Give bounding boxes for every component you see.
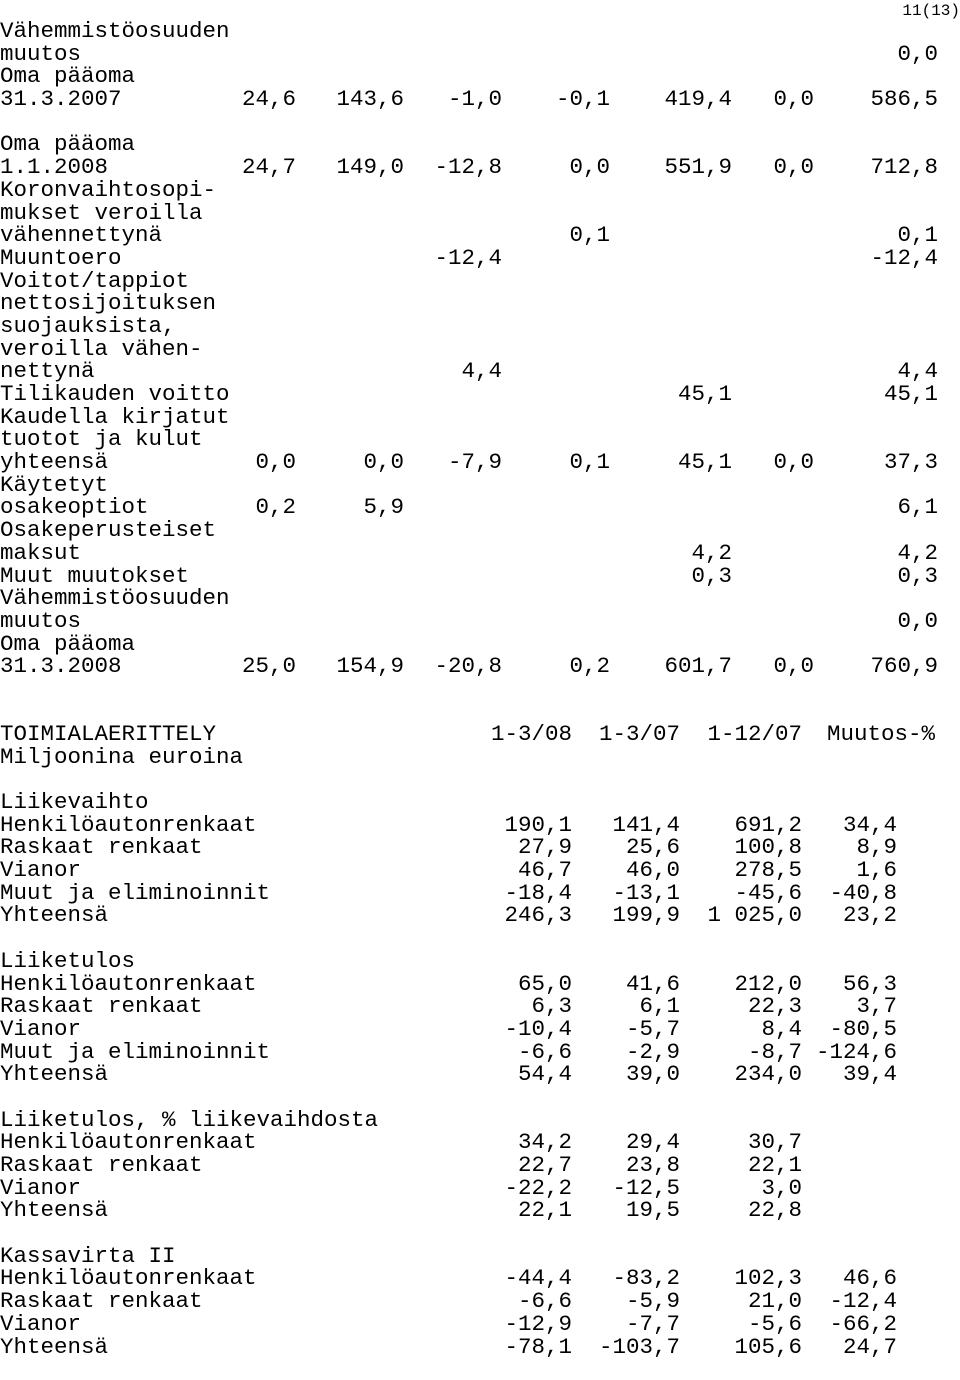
value-cell: 419,4 (664, 86, 732, 113)
value-cell: 0,2 (255, 494, 296, 521)
value-cell: -83,2 (612, 1265, 680, 1292)
value-cell: 24,7 (842, 1333, 897, 1360)
value-cell: 45,1 (883, 381, 938, 407)
row-label: nettynä (0, 358, 95, 385)
value-cell: 1,6 (856, 857, 897, 884)
equity-row-label-line (0, 133, 960, 156)
value-cell: 0,0 (773, 653, 814, 680)
row-label: Raskaat renkaat (0, 1152, 203, 1178)
equity-row-label-line (0, 428, 960, 451)
row-label: Vianor (0, 1015, 82, 1042)
equity-row-label-line (0, 65, 960, 88)
table-row (0, 1290, 960, 1313)
row-label: Oma pääoma (0, 630, 136, 657)
row-label: Voitot/tappiot (0, 267, 190, 294)
equity-row-label-line (0, 176, 960, 203)
blank-line (0, 111, 960, 134)
value-cell: 46,6 (842, 1265, 897, 1292)
table-row (0, 995, 960, 1018)
row-label: Henkilöautonrenkaat (0, 970, 257, 997)
value-cell: 6,1 (639, 993, 680, 1020)
row-label: yhteensä (0, 449, 109, 476)
value-cell: -6,6 (517, 1038, 572, 1065)
value-cell: 41,6 (625, 970, 680, 997)
value-cell: 100,8 (734, 834, 802, 861)
value-cell: 25,6 (625, 834, 680, 861)
blank-line (0, 927, 960, 950)
segment-table (0, 720, 960, 1360)
row-label: Tilikauden voitto (0, 381, 230, 407)
row-label: Muuntoero (0, 244, 122, 271)
value-cell: -20,8 (434, 653, 502, 680)
equity-row (0, 562, 960, 589)
document-body (0, 20, 960, 1358)
value-cell: 34,2 (517, 1129, 572, 1156)
row-label: muutos (0, 40, 82, 67)
equity-row-label-line (0, 587, 960, 610)
row-label: mukset veroilla (0, 199, 203, 226)
value-cell: 23,2 (842, 902, 897, 929)
section-title (0, 1106, 960, 1133)
value-cell: 0,0 (363, 449, 404, 476)
row-label: 31.3.2008 (0, 653, 122, 680)
table-row (0, 1310, 960, 1337)
equity-row-label-line (0, 403, 960, 430)
value-cell: 0,3 (691, 562, 732, 589)
value-cell: 6,1 (897, 494, 938, 521)
value-cell: 37,3 (883, 449, 938, 476)
value-cell: -5,7 (625, 1015, 680, 1042)
row-label: suojauksista, (0, 312, 176, 339)
page-number: 11(13) (902, 2, 960, 20)
value-cell: 34,4 (842, 811, 897, 838)
equity-row-label-line (0, 199, 960, 226)
blank-line (0, 768, 960, 791)
value-cell: 278,5 (734, 857, 802, 884)
value-cell: 56,3 (842, 970, 897, 997)
value-cell: 149,0 (336, 154, 404, 181)
row-label: veroilla vähen- (0, 335, 203, 362)
table-row (0, 1131, 960, 1154)
equity-row (0, 360, 960, 383)
value-cell: 0,0 (773, 449, 814, 476)
section-title (0, 1242, 960, 1269)
value-cell: 8,9 (856, 834, 897, 861)
value-cell: -103,7 (598, 1333, 680, 1360)
value-cell: 551,9 (664, 154, 732, 181)
row-label: Osakeperusteiset (0, 517, 217, 544)
column-header: 1-3/07 (598, 720, 680, 747)
value-cell: 0,0 (569, 154, 610, 181)
row-label: Kaudella kirjatut (0, 403, 230, 430)
value-cell: 24,7 (241, 154, 296, 181)
value-cell: 0,0 (897, 40, 938, 67)
value-cell: -78,1 (504, 1333, 572, 1360)
value-cell: 24,6 (241, 86, 296, 113)
row-label: 1.1.2008 (0, 154, 109, 181)
value-cell: -8,7 (747, 1038, 802, 1065)
value-cell: 4,2 (897, 539, 938, 566)
equity-row (0, 40, 960, 67)
value-cell: 21,0 (747, 1288, 802, 1315)
value-cell: -12,4 (829, 1288, 897, 1315)
table-row (0, 1199, 960, 1222)
section-title-text: Kassavirta II (0, 1242, 176, 1269)
unit-label: Miljoonina euroina (0, 743, 244, 770)
value-cell: 0,3 (897, 562, 938, 589)
row-label: Yhteensä (0, 1197, 109, 1224)
section-title-text: Liiketulos (0, 947, 136, 974)
equity-row-label-line (0, 20, 960, 43)
equity-row (0, 539, 960, 566)
value-cell: 0,1 (569, 222, 610, 249)
row-label: muutos (0, 607, 82, 634)
row-label: Henkilöautonrenkaat (0, 811, 257, 838)
value-cell: 22,1 (747, 1152, 802, 1178)
value-cell: -7,9 (447, 449, 502, 476)
value-cell: 4,4 (897, 358, 938, 385)
value-cell: -6,6 (517, 1288, 572, 1315)
segment-header-row (0, 720, 960, 747)
value-cell: 212,0 (734, 970, 802, 997)
equity-row (0, 496, 960, 519)
table-row (0, 970, 960, 997)
row-label: Yhteensä (0, 1061, 109, 1088)
equity-row (0, 451, 960, 474)
table-row (0, 836, 960, 859)
value-cell: 46,7 (517, 857, 572, 884)
equity-row-label-line (0, 335, 960, 362)
row-label: Henkilöautonrenkaat (0, 1129, 257, 1156)
row-label: Raskaat renkaat (0, 1288, 203, 1315)
value-cell: 6,3 (531, 993, 572, 1020)
value-cell: 154,9 (336, 653, 404, 680)
equity-row (0, 156, 960, 179)
equity-row-label-line (0, 471, 960, 498)
equity-row (0, 88, 960, 111)
value-cell: 0,1 (897, 222, 938, 249)
value-cell: 141,4 (612, 811, 680, 838)
value-cell: -12,4 (434, 244, 502, 271)
value-cell: -2,9 (625, 1038, 680, 1065)
equity-row-label-line (0, 292, 960, 315)
row-label: Yhteensä (0, 902, 109, 929)
equity-row (0, 224, 960, 247)
value-cell: 0,2 (569, 653, 610, 680)
row-label: Yhteensä (0, 1333, 109, 1360)
value-cell: -12,9 (504, 1310, 572, 1337)
row-label: Muut ja eliminoinnit (0, 1038, 271, 1065)
value-cell: 27,9 (517, 834, 572, 861)
equity-row-label-line (0, 267, 960, 294)
value-cell: -22,2 (504, 1174, 572, 1201)
value-cell: -18,4 (504, 879, 572, 906)
equity-row (0, 244, 960, 271)
value-cell: 22,8 (747, 1197, 802, 1224)
table-row (0, 1063, 960, 1086)
value-cell: 45,1 (677, 449, 732, 476)
section-title-text: Liiketulos, % liikevaihdosta (0, 1106, 379, 1133)
table-row (0, 859, 960, 882)
row-label: Vianor (0, 857, 82, 884)
value-cell: 19,5 (625, 1197, 680, 1224)
row-label: Oma pääoma (0, 63, 136, 90)
value-cell: 0,0 (255, 449, 296, 476)
value-cell: -1,0 (447, 86, 502, 113)
value-cell: 246,3 (504, 902, 572, 929)
value-cell: 0,1 (569, 449, 610, 476)
value-cell: -80,5 (829, 1015, 897, 1042)
value-cell: -5,6 (747, 1310, 802, 1337)
value-cell: -13,1 (612, 879, 680, 906)
value-cell: 8,4 (761, 1015, 802, 1042)
value-cell: 46,0 (625, 857, 680, 884)
value-cell: 23,8 (625, 1152, 680, 1178)
row-label: osakeoptiot (0, 494, 149, 521)
row-label: Muut muutokset (0, 562, 190, 589)
value-cell: 143,6 (336, 86, 404, 113)
value-cell: 234,0 (734, 1061, 802, 1088)
table-row (0, 811, 960, 838)
value-cell: 4,4 (461, 358, 502, 385)
row-label: Vianor (0, 1310, 82, 1337)
value-cell: -40,8 (829, 879, 897, 906)
value-cell: 65,0 (517, 970, 572, 997)
value-cell: 105,6 (734, 1333, 802, 1360)
row-label: maksut (0, 539, 82, 566)
row-label: Raskaat renkaat (0, 834, 203, 861)
value-cell: 586,5 (870, 86, 938, 113)
value-cell: -7,7 (625, 1310, 680, 1337)
value-cell: 3,0 (761, 1174, 802, 1201)
segment-title: TOIMIALAERITTELY (0, 720, 217, 747)
column-header: 1-12/07 (707, 720, 802, 747)
value-cell: 199,9 (612, 902, 680, 929)
value-cell: 691,2 (734, 811, 802, 838)
row-label: vähennettynä (0, 222, 163, 249)
row-label: 31.3.2007 (0, 86, 122, 113)
value-cell: 54,4 (517, 1061, 572, 1088)
equity-row (0, 607, 960, 634)
row-label: Koronvaihtosopi- (0, 176, 217, 203)
value-cell: -12,4 (870, 244, 938, 271)
value-cell: -5,9 (625, 1288, 680, 1315)
row-label: tuotot ja kulut (0, 426, 203, 453)
equity-row (0, 655, 960, 678)
value-cell: 0,0 (773, 154, 814, 181)
row-label: Henkilöautonrenkaat (0, 1265, 257, 1292)
value-cell: 22,7 (517, 1152, 572, 1178)
row-label: Raskaat renkaat (0, 993, 203, 1020)
value-cell: -45,6 (734, 879, 802, 906)
equity-row-label-line (0, 519, 960, 542)
value-cell: 39,0 (625, 1061, 680, 1088)
value-cell: 102,3 (734, 1265, 802, 1292)
equity-row-label-line (0, 630, 960, 657)
section-title (0, 947, 960, 974)
table-row (0, 1174, 960, 1201)
blank-line (0, 1222, 960, 1245)
value-cell: 25,0 (241, 653, 296, 680)
value-cell: 712,8 (870, 154, 938, 181)
table-row (0, 879, 960, 906)
value-cell: 0,0 (773, 86, 814, 113)
section-title (0, 791, 960, 814)
value-cell: 5,9 (363, 494, 404, 521)
value-cell: 0,0 (897, 607, 938, 634)
value-cell: 30,7 (747, 1129, 802, 1156)
value-cell: 3,7 (856, 993, 897, 1020)
value-cell: -12,5 (612, 1174, 680, 1201)
equity-row-label-line (0, 312, 960, 339)
row-label: Vianor (0, 1174, 82, 1201)
table-row (0, 904, 960, 927)
value-cell: -10,4 (504, 1015, 572, 1042)
section-title-text: Liikevaihto (0, 789, 149, 815)
table-row (0, 1038, 960, 1065)
row-label: Vähemmistöosuuden (0, 585, 230, 612)
value-cell: 29,4 (625, 1129, 680, 1156)
value-cell: 760,9 (870, 653, 938, 680)
equity-table-2008 (0, 133, 960, 678)
value-cell: 601,7 (664, 653, 732, 680)
value-cell: -12,8 (434, 154, 502, 181)
value-cell: -0,1 (555, 86, 610, 113)
value-cell: 1 025,0 (707, 902, 802, 929)
segment-subtitle (0, 743, 960, 770)
table-row (0, 1015, 960, 1042)
value-cell: 190,1 (504, 811, 572, 838)
value-cell: 4,2 (691, 539, 732, 566)
equity-row (0, 383, 960, 406)
value-cell: -44,4 (504, 1265, 572, 1292)
row-label: Muut ja eliminoinnit (0, 879, 271, 906)
value-cell: -66,2 (829, 1310, 897, 1337)
column-header: 1-3/08 (490, 720, 572, 747)
value-cell: 45,1 (677, 381, 732, 407)
equity-table-2007 (0, 20, 960, 133)
table-row (0, 1154, 960, 1177)
row-label: Käytetyt (0, 471, 109, 498)
row-label: Vähemmistöosuuden (0, 18, 230, 44)
value-cell: 22,1 (517, 1197, 572, 1224)
table-row (0, 1333, 960, 1360)
value-cell: 39,4 (842, 1061, 897, 1088)
value-cell: -124,6 (815, 1038, 897, 1065)
row-label: nettosijoituksen (0, 290, 217, 317)
row-label: Oma pääoma (0, 131, 136, 158)
blank-line (0, 1086, 960, 1109)
column-header: Muutos-% (826, 720, 935, 747)
value-cell: 22,3 (747, 993, 802, 1020)
table-row (0, 1267, 960, 1290)
